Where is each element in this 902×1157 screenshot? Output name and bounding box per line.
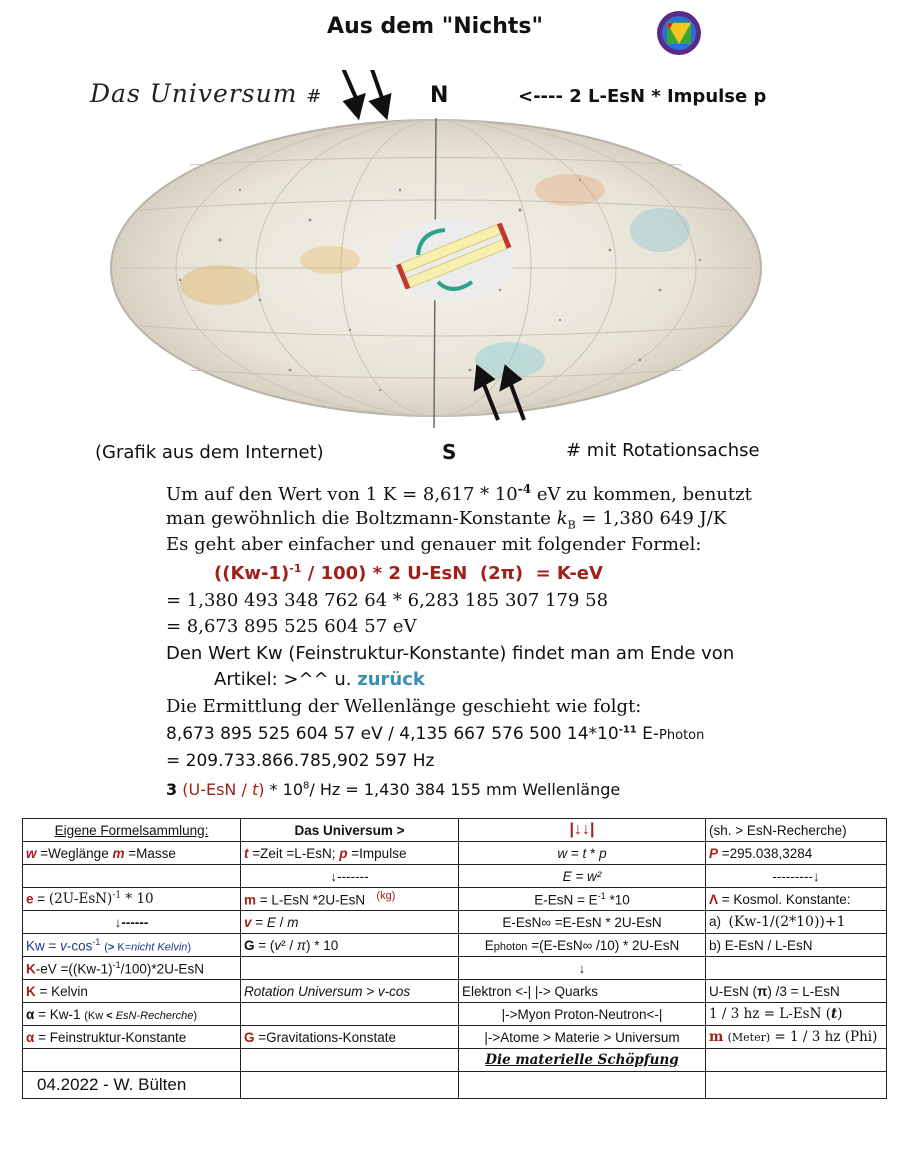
table-cell: K = Kelvin (23, 980, 241, 1003)
table-row (23, 934, 887, 957)
table-cell: P =295.038,3284 (706, 842, 887, 865)
table-cell: Λ = Kosmol. Konstante: (706, 888, 887, 911)
table-cell: $Kw = v-\cos^{-1}$ (> K=nicht Kelvin) (23, 934, 241, 957)
table-row (23, 911, 887, 934)
table-cell: Die materielle Schöpfung (459, 1049, 706, 1072)
text-line-5: = 1,380 493 348 762 64 * 6,283 185 307 179 58 (166, 590, 609, 611)
table-cell: ↓------- (241, 865, 459, 888)
table-row (23, 888, 887, 911)
text-line-7: Den Wert Kw (Feinstruktur-Konstante) findet man am Ende von (166, 643, 735, 664)
impulse-note: <---- 2 L-EsN * Impulse p (518, 86, 767, 107)
back-link[interactable]: zurück (357, 669, 425, 690)
table-cell (241, 1049, 459, 1072)
table-cell: $K-eV =((Kw-1)^{-1}/100)*2U$-EsN (23, 957, 241, 980)
south-label: S (442, 440, 457, 464)
table-cell: |->Atome > Materie > Universum (459, 1026, 706, 1049)
table-cell: E = w² (459, 865, 706, 888)
universe-graphic (100, 70, 780, 465)
text-line-11: = 209.733.866.785,902 597 Hz (166, 751, 435, 771)
table-row (23, 842, 887, 865)
table-row (23, 1072, 887, 1099)
table-cell (23, 1049, 241, 1072)
table-cell: w =Weglänge m =Masse (23, 842, 241, 865)
table-cell: E-EsN∞ =E-EsN * 2U-EsN (459, 911, 706, 934)
table-cell: Rotation Universum > v-cos (241, 980, 459, 1003)
table-cell (459, 1072, 706, 1099)
table-cell: ---------↓ (706, 865, 887, 888)
table-cell: $E-EsN = E^{-1}$ *10 (459, 888, 706, 911)
table-cell: b) E-EsN / L-EsN (706, 934, 887, 957)
table-cell: Elektron <-| |-> Quarks (459, 980, 706, 1003)
text-line-1: Um auf den Wert von 1 $K = 8,617 * 10^{-4}$ eV zu kommen, benutzt (166, 482, 752, 505)
rotation-note: # mit Rotationsachse (566, 440, 760, 461)
table-cell: Ephoton =(E-EsN∞ /10) * 2U-EsN (459, 934, 706, 957)
graphic-label-universe: Das Universum # (90, 79, 323, 108)
table-cell: α = Kw-1 (Kw < EsN-Recherche) (23, 1003, 241, 1026)
text-line-8: Artikel: >^^ u. zurück (214, 669, 425, 690)
text-line-9: Die Ermittlung der Wellenlänge geschieht wie folgt: (166, 696, 642, 717)
table-row (23, 1049, 887, 1072)
table-row (23, 1026, 887, 1049)
triangle-logo-icon (656, 10, 702, 56)
text-line-10: 8,673 895 525 604 57 eV / 4,135 667 576 500 $14*10^{-11}$ E-Photon (166, 724, 705, 744)
table-cell (23, 865, 241, 888)
table-cell: a) (Kw-1/(2*10))+1 (706, 911, 887, 934)
table-row (23, 957, 887, 980)
table-cell: v = E / m (241, 911, 459, 934)
table-cell: G =Gravitations-Konstate (241, 1026, 459, 1049)
table-cell: |->Myon Proton-Neutron<-| (459, 1003, 706, 1026)
text-line-12: 3 $(U-EsN / t) * 10^8/$ Hz = 1,430 384 155 mm Wellenlänge (166, 780, 621, 799)
text-line-6: = 8,673 895 525 604 57 eV (166, 616, 417, 637)
text-line-3: Es geht aber einfacher und genauer mit folgender Formel: (166, 534, 702, 555)
text-line-2: man gewöhnlich die Boltzmann-Konstante $k_B = 1,380$ 649 J/K (166, 508, 727, 532)
table-cell: ↓ (459, 957, 706, 980)
table-row (23, 1003, 887, 1026)
table-cell (241, 1003, 459, 1026)
source-note: (Grafik aus dem Internet) (95, 442, 324, 463)
formula-line: $((Kw-1)^{-1} / 100) * 2$ U-EsN (2π) = K-eV (214, 562, 603, 584)
north-label: N (430, 83, 449, 108)
table-cell: $e = (2U-EsN)^{-1} * 10$ (23, 888, 241, 911)
table-row (23, 865, 887, 888)
page-title: Aus dem "Nichts" (327, 14, 543, 39)
table-cell (706, 957, 887, 980)
table-cell: Eigene Formelsammlung: (23, 819, 241, 842)
table-cell: |↓↓| (459, 819, 706, 842)
table-cell (706, 1072, 887, 1099)
table-cell: w = t * p (459, 842, 706, 865)
table-cell: α = Feinstruktur-Konstante (23, 1026, 241, 1049)
table-cell: m = L-EsN *2U-EsN $^{(kg)}$ (241, 888, 459, 911)
table-cell: Das Universum > (241, 819, 459, 842)
table-cell (706, 1049, 887, 1072)
table-cell (241, 1072, 459, 1099)
table-row (23, 819, 887, 842)
table-cell: G = (v² / π) * 10 (241, 934, 459, 957)
formula-table (22, 818, 887, 1099)
table-cell: m (Meter) = 1 / 3 hz (Phi) (706, 1026, 887, 1049)
table-cell: (sh. > EsN-Recherche) (706, 819, 887, 842)
table-row (23, 980, 887, 1003)
table-cell: t =Zeit =L-EsN; p =Impulse (241, 842, 459, 865)
table-cell: 1 / 3 hz = L-EsN (t) (706, 1003, 887, 1026)
author-date: 04.2022 - W. Bülten (23, 1072, 241, 1099)
table-cell (241, 957, 459, 980)
table-cell: ↓------ (23, 911, 241, 934)
table-cell: U-EsN (π) /3 = L-EsN (706, 980, 887, 1003)
